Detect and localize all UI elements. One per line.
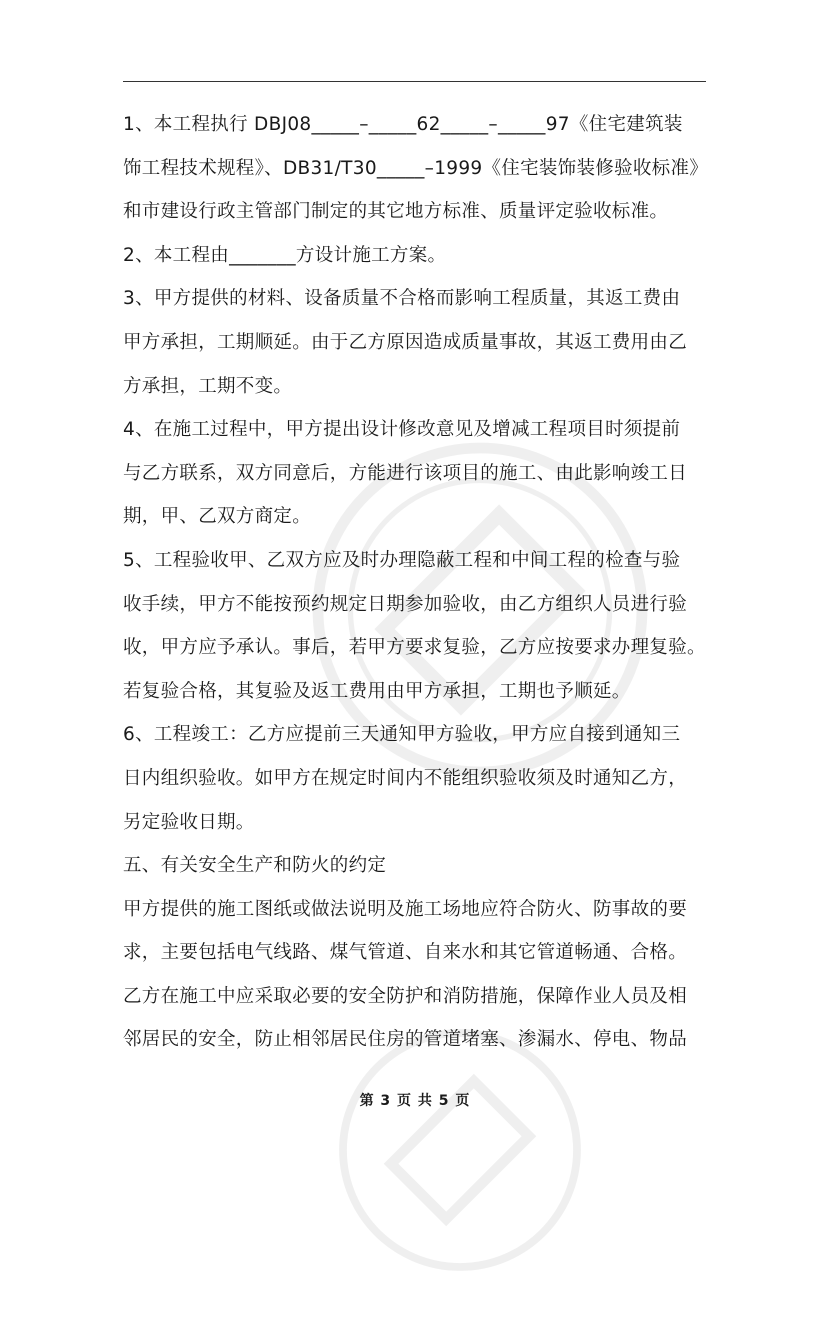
paragraph-line: 3、甲方提供的材料、设备质量不合格而影响工程质量，其返工费由 bbox=[123, 288, 681, 310]
paragraph-line: 求，主要包括电气线路、煤气管道、自来水和其它管道畅通、合格。 bbox=[123, 942, 688, 964]
section-heading: 五、有关安全生产和防火的约定 bbox=[123, 855, 387, 877]
paragraph-line: 5、工程验收甲、乙双方应及时办理隐蔽工程和中间工程的检查与验 bbox=[123, 549, 681, 571]
paragraph-line: 邻居民的安全，防止相邻居民住房的管道堵塞、渗漏水、停电、物品 bbox=[123, 1029, 688, 1051]
paragraph-line: 4、在施工过程中，甲方提出设计修改意见及增减工程项目时须提前 bbox=[123, 419, 681, 441]
paragraph-line: 乙方在施工中应采取必要的安全防护和消防措施，保障作业人员及相 bbox=[123, 985, 688, 1007]
document-body bbox=[123, 103, 708, 1062]
paragraph-line: 收，甲方应予承认。事后，若甲方要求复验，乙方应按要求办理复验。 bbox=[123, 637, 706, 659]
paragraph-line: 2、本工程由_______方设计施工方案。 bbox=[123, 244, 447, 266]
paragraph-line: 1、本工程执行 DBJ08_____–_____62_____–_____97《住宅建筑装 bbox=[123, 114, 683, 135]
paragraph-line: 6、工程竣工：乙方应提前三天通知甲方验收，甲方应自接到通知三 bbox=[123, 724, 681, 746]
header-rule bbox=[123, 81, 706, 82]
paragraph-line: 另定验收日期。 bbox=[123, 811, 255, 833]
paragraph-line: 与乙方联系，双方同意后，方能进行该项目的施工、由此影响竣工日 bbox=[123, 462, 688, 484]
paragraph-line: 和市建设行政主管部门制定的其它地方标准、质量评定验收标准。 bbox=[123, 201, 669, 223]
paragraph-line: 饰工程技术规程》、DB31/T30_____–1999《住宅装饰装修验收标准》 bbox=[123, 157, 709, 179]
paragraph-line: 日内组织验收。如甲方在规定时间内不能组织验收须及时通知乙方， bbox=[123, 767, 688, 789]
paragraph-line: 甲方提供的施工图纸或做法说明及施工场地应符合防火、防事故的要 bbox=[123, 898, 688, 920]
paragraph-line: 期，甲、乙双方商定。 bbox=[123, 506, 312, 528]
page-number: 第 3 页 共 5 页 bbox=[359, 1093, 471, 1109]
paragraph-line: 方承担，工期不变。 bbox=[123, 375, 293, 397]
paragraph-line: 甲方承担，工期顺延。由于乙方原因造成质量事故，其返工费用由乙 bbox=[123, 331, 688, 353]
paragraph-line: 若复验合格，其复验及返工费用由甲方承担，工期也予顺延。 bbox=[123, 680, 631, 702]
paragraph-line: 收手续，甲方不能按预约规定日期参加验收，由乙方组织人员进行验 bbox=[123, 593, 688, 615]
